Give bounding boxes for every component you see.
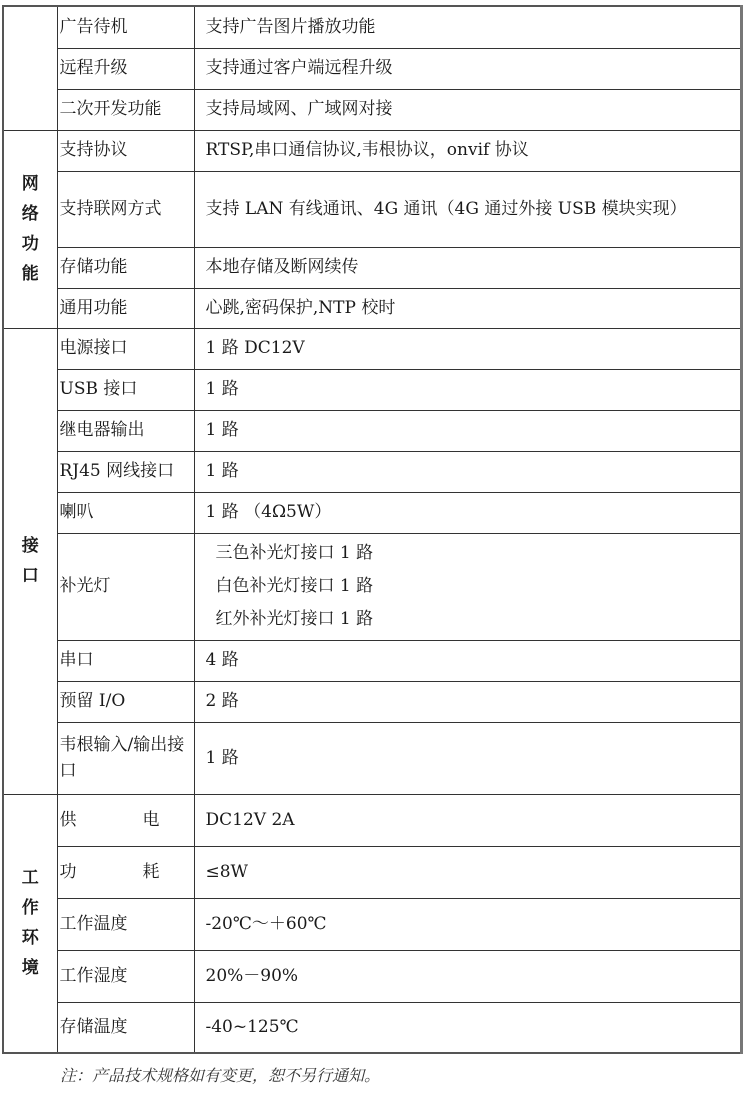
table-row xyxy=(3,328,742,369)
table-row xyxy=(3,640,742,681)
table-row xyxy=(3,950,742,1002)
table-row xyxy=(3,846,742,898)
table-row xyxy=(3,681,742,722)
item-value: 1 路 xyxy=(194,369,742,410)
table-row xyxy=(3,48,742,89)
item-label: 存储功能 xyxy=(57,247,194,288)
item-label: 韦根输入/输出接口 xyxy=(57,722,194,794)
footnote: 注：产品技术规格如有变更，恕不另行通知。 xyxy=(60,1066,381,1085)
item-label: 预留 I/O xyxy=(57,681,194,722)
category-char: 作 xyxy=(21,898,39,919)
item-value: 心跳,密码保护,NTP 校时 xyxy=(194,288,742,328)
category-char: 环 xyxy=(21,928,39,949)
category-char: 络 xyxy=(21,204,39,224)
table-row xyxy=(3,369,742,410)
table-row xyxy=(3,533,742,640)
item-label: 补光灯 xyxy=(57,533,194,640)
table-row xyxy=(3,492,742,533)
item-value: 支持 LAN 有线通讯、4G 通讯（4G 通过外接 USB 模块实现） xyxy=(194,171,742,247)
table-row xyxy=(3,898,742,950)
item-label: 工作温度 xyxy=(57,898,194,950)
item-value: 20%－90% xyxy=(194,950,742,1002)
item-label: 工作湿度 xyxy=(57,950,194,1002)
item-value: 支持广告图片播放功能 xyxy=(194,6,742,48)
item-value: DC12V 2A xyxy=(194,794,742,846)
item-label: 支持联网方式 xyxy=(57,171,194,247)
table-row xyxy=(3,171,742,247)
item-label: USB 接口 xyxy=(57,369,194,410)
item-value: ≤8W xyxy=(194,846,742,898)
table-row xyxy=(3,89,742,130)
item-label-char: 电 xyxy=(142,809,160,830)
item-label: 支持协议 xyxy=(57,130,194,171)
item-value: 1 路 xyxy=(194,451,742,492)
category-char: 能 xyxy=(21,264,39,284)
item-value: 1 路 xyxy=(194,410,742,451)
table-row xyxy=(3,410,742,451)
item-label-power-consumption xyxy=(57,846,194,898)
item-label: 远程升级 xyxy=(57,48,194,89)
item-label: 喇叭 xyxy=(57,492,194,533)
category-char: 境 xyxy=(21,958,39,979)
item-value: 本地存储及断网续传 xyxy=(194,247,742,288)
category-char: 功 xyxy=(21,234,39,254)
item-value: 支持局域网、广域网对接 xyxy=(194,89,742,130)
table-row xyxy=(3,1002,742,1053)
category-char: 口 xyxy=(21,566,39,586)
item-label: 串口 xyxy=(57,640,194,681)
item-value: -40~125℃ xyxy=(194,1002,742,1053)
item-label: 通用功能 xyxy=(57,288,194,328)
table-row xyxy=(3,451,742,492)
category-working-environment xyxy=(3,794,57,1053)
table-row xyxy=(3,130,742,171)
item-value: 支持通过客户端远程升级 xyxy=(194,48,742,89)
item-label-char: 耗 xyxy=(142,861,160,882)
item-label: 继电器输出 xyxy=(57,410,194,451)
item-label: 存储温度 xyxy=(57,1002,194,1053)
item-value: 4 路 xyxy=(194,640,742,681)
item-label-char: 供 xyxy=(59,809,77,830)
table-row xyxy=(3,6,742,48)
category-char: 网 xyxy=(21,174,39,194)
item-value: RTSP,串口通信协议,韦根协议，onvif 协议 xyxy=(194,130,742,171)
value-line: 白色补光灯接口 1 路 xyxy=(215,576,374,596)
category-char: 接 xyxy=(21,536,39,556)
category-char: 工 xyxy=(21,868,39,889)
table-row xyxy=(3,794,742,846)
item-value: 1 路 xyxy=(194,722,742,794)
item-label: 电源接口 xyxy=(57,328,194,369)
table-row xyxy=(3,722,742,794)
category-network-function xyxy=(3,130,57,328)
item-value: -20℃～＋60℃ xyxy=(194,898,742,950)
item-value-multiline xyxy=(194,533,742,640)
item-label-power-supply xyxy=(57,794,194,846)
item-value: 2 路 xyxy=(194,681,742,722)
item-value: 1 路 DC12V xyxy=(194,328,742,369)
item-label-char: 功 xyxy=(59,861,77,882)
item-value: 1 路 （4Ω5W） xyxy=(194,492,742,533)
value-line: 三色补光灯接口 1 路 xyxy=(215,543,374,563)
category-interface xyxy=(3,328,57,794)
item-label: 二次开发功能 xyxy=(57,89,194,130)
table-row xyxy=(3,288,742,328)
item-label: 广告待机 xyxy=(57,6,194,48)
value-line: 红外补光灯接口 1 路 xyxy=(215,609,374,629)
category-cell-empty xyxy=(3,6,57,130)
item-label: RJ45 网线接口 xyxy=(57,451,194,492)
spec-table xyxy=(2,5,743,1054)
table-row xyxy=(3,247,742,288)
